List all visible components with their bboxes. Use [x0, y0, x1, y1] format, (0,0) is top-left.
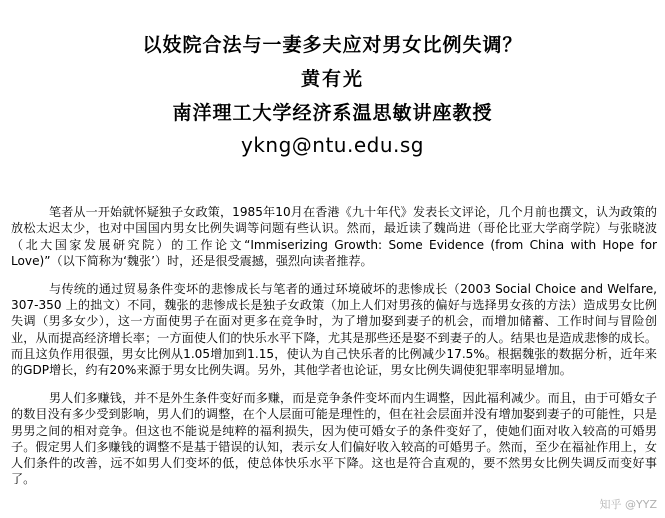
author-name: 黄有光 [300, 68, 364, 90]
source-watermark: 知乎 @YYZ [599, 498, 657, 511]
paragraph-1: 笔者从一开始就怀疑独子女政策，1985年10月在香港《九十年代》发表长文评论，几个月前也撰文，认为政策的放松太迟太少，也对中国国内男女比例失调等问题有些认识。然而，最近读了魏尚进（哥伦比亚大学商学院）与张晓波（北大国家发展研究院）的工作论文“Immiserizing Growth: Some Evidence (from China with Hope for Love)”（以下简称为‘魏张’）时，还是很受震撼，强烈向读者推荐。 [11, 205, 657, 268]
author-email: ykng@ntu.edu.sg [241, 133, 424, 157]
article-title: 以妓院合法与一妻多夫应对男女比例失调？ [142, 34, 523, 56]
paragraph-2: 与传统的通过贸易条件变坏的悲惨成长与笔者的通过环境破坏的悲惨成长（2003 Social Choice and Welfare, 307-350 上的拙文）不同，魏张的悲惨成长是独子女政策（加上人们对男孩的偏好与选择男女孩的方法）造成男女比例失调（男多女少），这一方面使男子在面对更多在竞争时，为了增加娶到妻子的机会，而增加储蓄、工作时间与冒险创业，从而提高经济增长率；一方面使人们的快乐水平下降，尤其是那些还是娶不到妻子的人。结果也是造成悲惨的成长。而且这负作用很强，男女比例从1.05增加到1.15，使认为自己快乐者的比例减少17.5%。根据魏张的数据分析，近年来的GDP增长，约有20%来源于男女比例失调。另外，其他学者也论证，男女比例失调使犯罪率明显增加。 [11, 281, 657, 378]
author-affiliation: 南洋理工大学经济系温思敏讲座教授 [172, 102, 493, 124]
article-body [11, 204, 657, 488]
paragraph-3: 男人们多赚钱，并不是外生条件变好而多赚，而是竞争条件变坏而内生调整，因此福利减少。而且，由于可婚女子的数目没有多少受到影响，男人们的调整，在个人层面可能是理性的，但在社会层面并没有增加娶到妻子的可能性，只是男男之间的相对竞争。但这也不能说是纯粹的福利损失，因为使可婚女子的条件变好了，使她们面对收入较高的可婚男子。假定男人们多赚钱的调整不是基于错误的认知，表示女人们偏好收入较高的可婚男子。然而，至少在福祉作用上，女人们条件的改善，远不如男人们变坏的低，使总体快乐水平下降。这也是符合直观的，要不然男女比例失调反而变好事了。 [11, 390, 657, 487]
